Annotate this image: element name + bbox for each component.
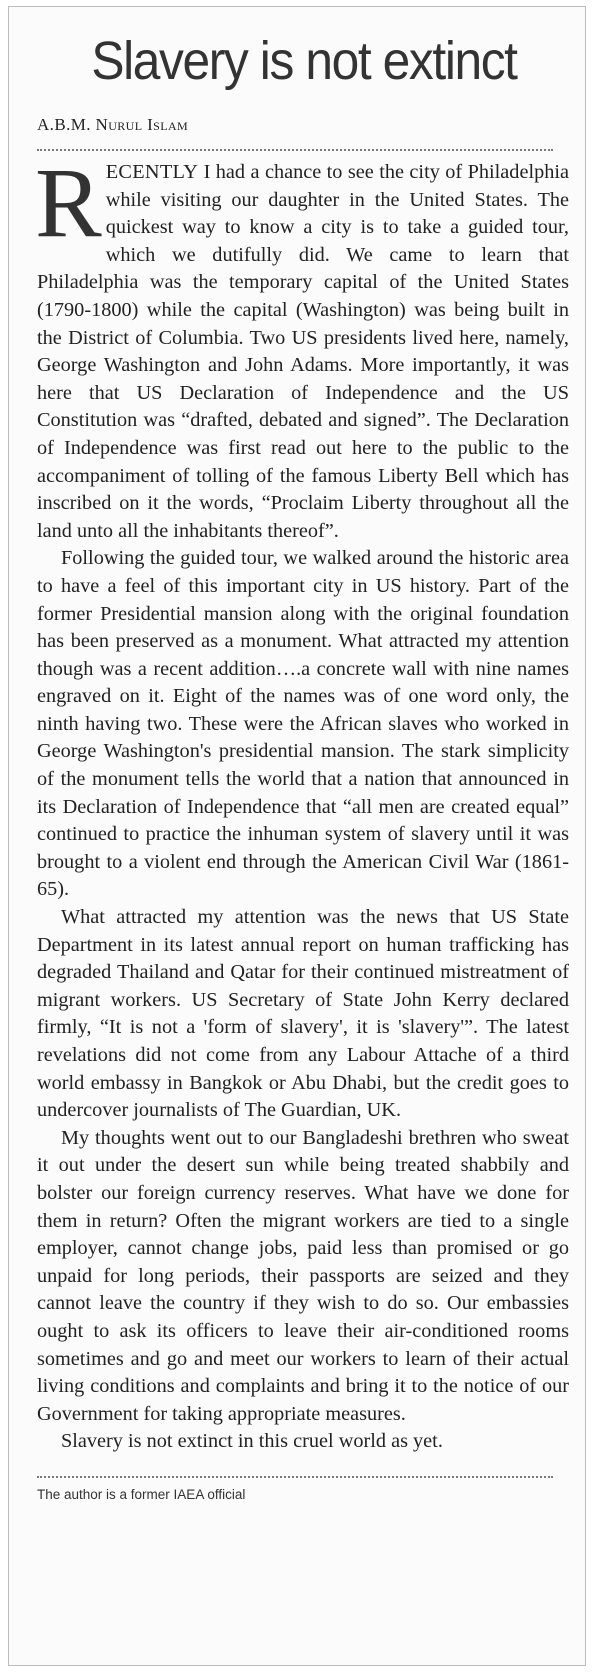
article-body [35,147,569,1456]
author-footnote: The author is a former IAEA official [37,1486,246,1502]
newspaper-clipping [8,6,586,1666]
headline: Slavery is not extinct [91,31,517,91]
paragraph-3: What attracted my attention was the news that US State Department in its latest annual report on human trafficking has degraded Thailand and Qatar for their continued mistreatment of migrant workers. US Secretary of State John Kerry declared firmly, “It is not a 'form of slavery', it is 'slavery'”. The latest revelations did not come from any Labour Attache of a third world embassy in Bangkok or Abu Dhabi, but the credit goes to undercover journalists of The Guardian, UK. [37,906,569,1122]
byline: A.B.M. Nurul Islam [37,115,189,134]
paragraph-2: Following the guided tour, we walked around the historic area to have a feel of this important city in US history. Part of the former Presidential mansion along with the original foundation has been preserved as a monument. What attracted my attention though was a recent addition….a concrete wall with nine names engraved on it. Eight of the names was of one word only, the ninth having two. These were the African slaves who worked in George Washington's presidential mansion. The stark simplicity of the monument tells the world that a nation that announced in its Declaration of Independence that “all men are created equal” continued to practice the inhuman system of slavery until it was brought to a violent end through the American Civil War (1861-65). [37,547,569,901]
dotted-divider-bottom [37,1476,553,1478]
paragraph-5: Slavery is not extinct in this cruel world as yet. [61,1430,443,1453]
paragraph-1-text: I had a chance to see the city of Philadelphia while visiting our daughter in the United States. The quickest way to know a city is to take a guided tour, which we dutifully did. We came to learn that Philadelphia was the temporary capital of the United States (1790-1800) while the capital (Washington) was being built in the District of Columbia. Two US presidents lived here, namely, George Washington and John Adams. More importantly, it was here that US Declaration of Independence and the US Constitution was “drafted, debated and signed”. The Declaration of Independence was first read out here to the public to the accompaniment of tolling of the famous Liberty Bell which has inscribed on it the words, “Proclaim Liberty throughout all the land unto all the inhabitants thereof”. [37,161,569,542]
paragraph-1 [35,147,569,545]
paragraph-4: My thoughts went out to our Bangladeshi brethren who sweat it out under the desert sun while being treated shabbily and bolster our foreign currency reserves. What have we done for them in return? Often the migrant workers are tied to a single employer, cannot change jobs, paid less than promised or go unpaid for long periods, their passports are seized and they cannot leave the country if they wish to do so. Our embassies ought to ask its officers to leave their air-conditioned rooms sometimes and go and meet our workers to learn of their actual living conditions and complaints and bring it to the notice of our Government for taking appropriate measures. [37,1126,569,1425]
dotted-divider-top [37,149,553,151]
drop-cap: R [35,147,102,258]
lead-in-caps: ECENTLY [105,161,199,183]
